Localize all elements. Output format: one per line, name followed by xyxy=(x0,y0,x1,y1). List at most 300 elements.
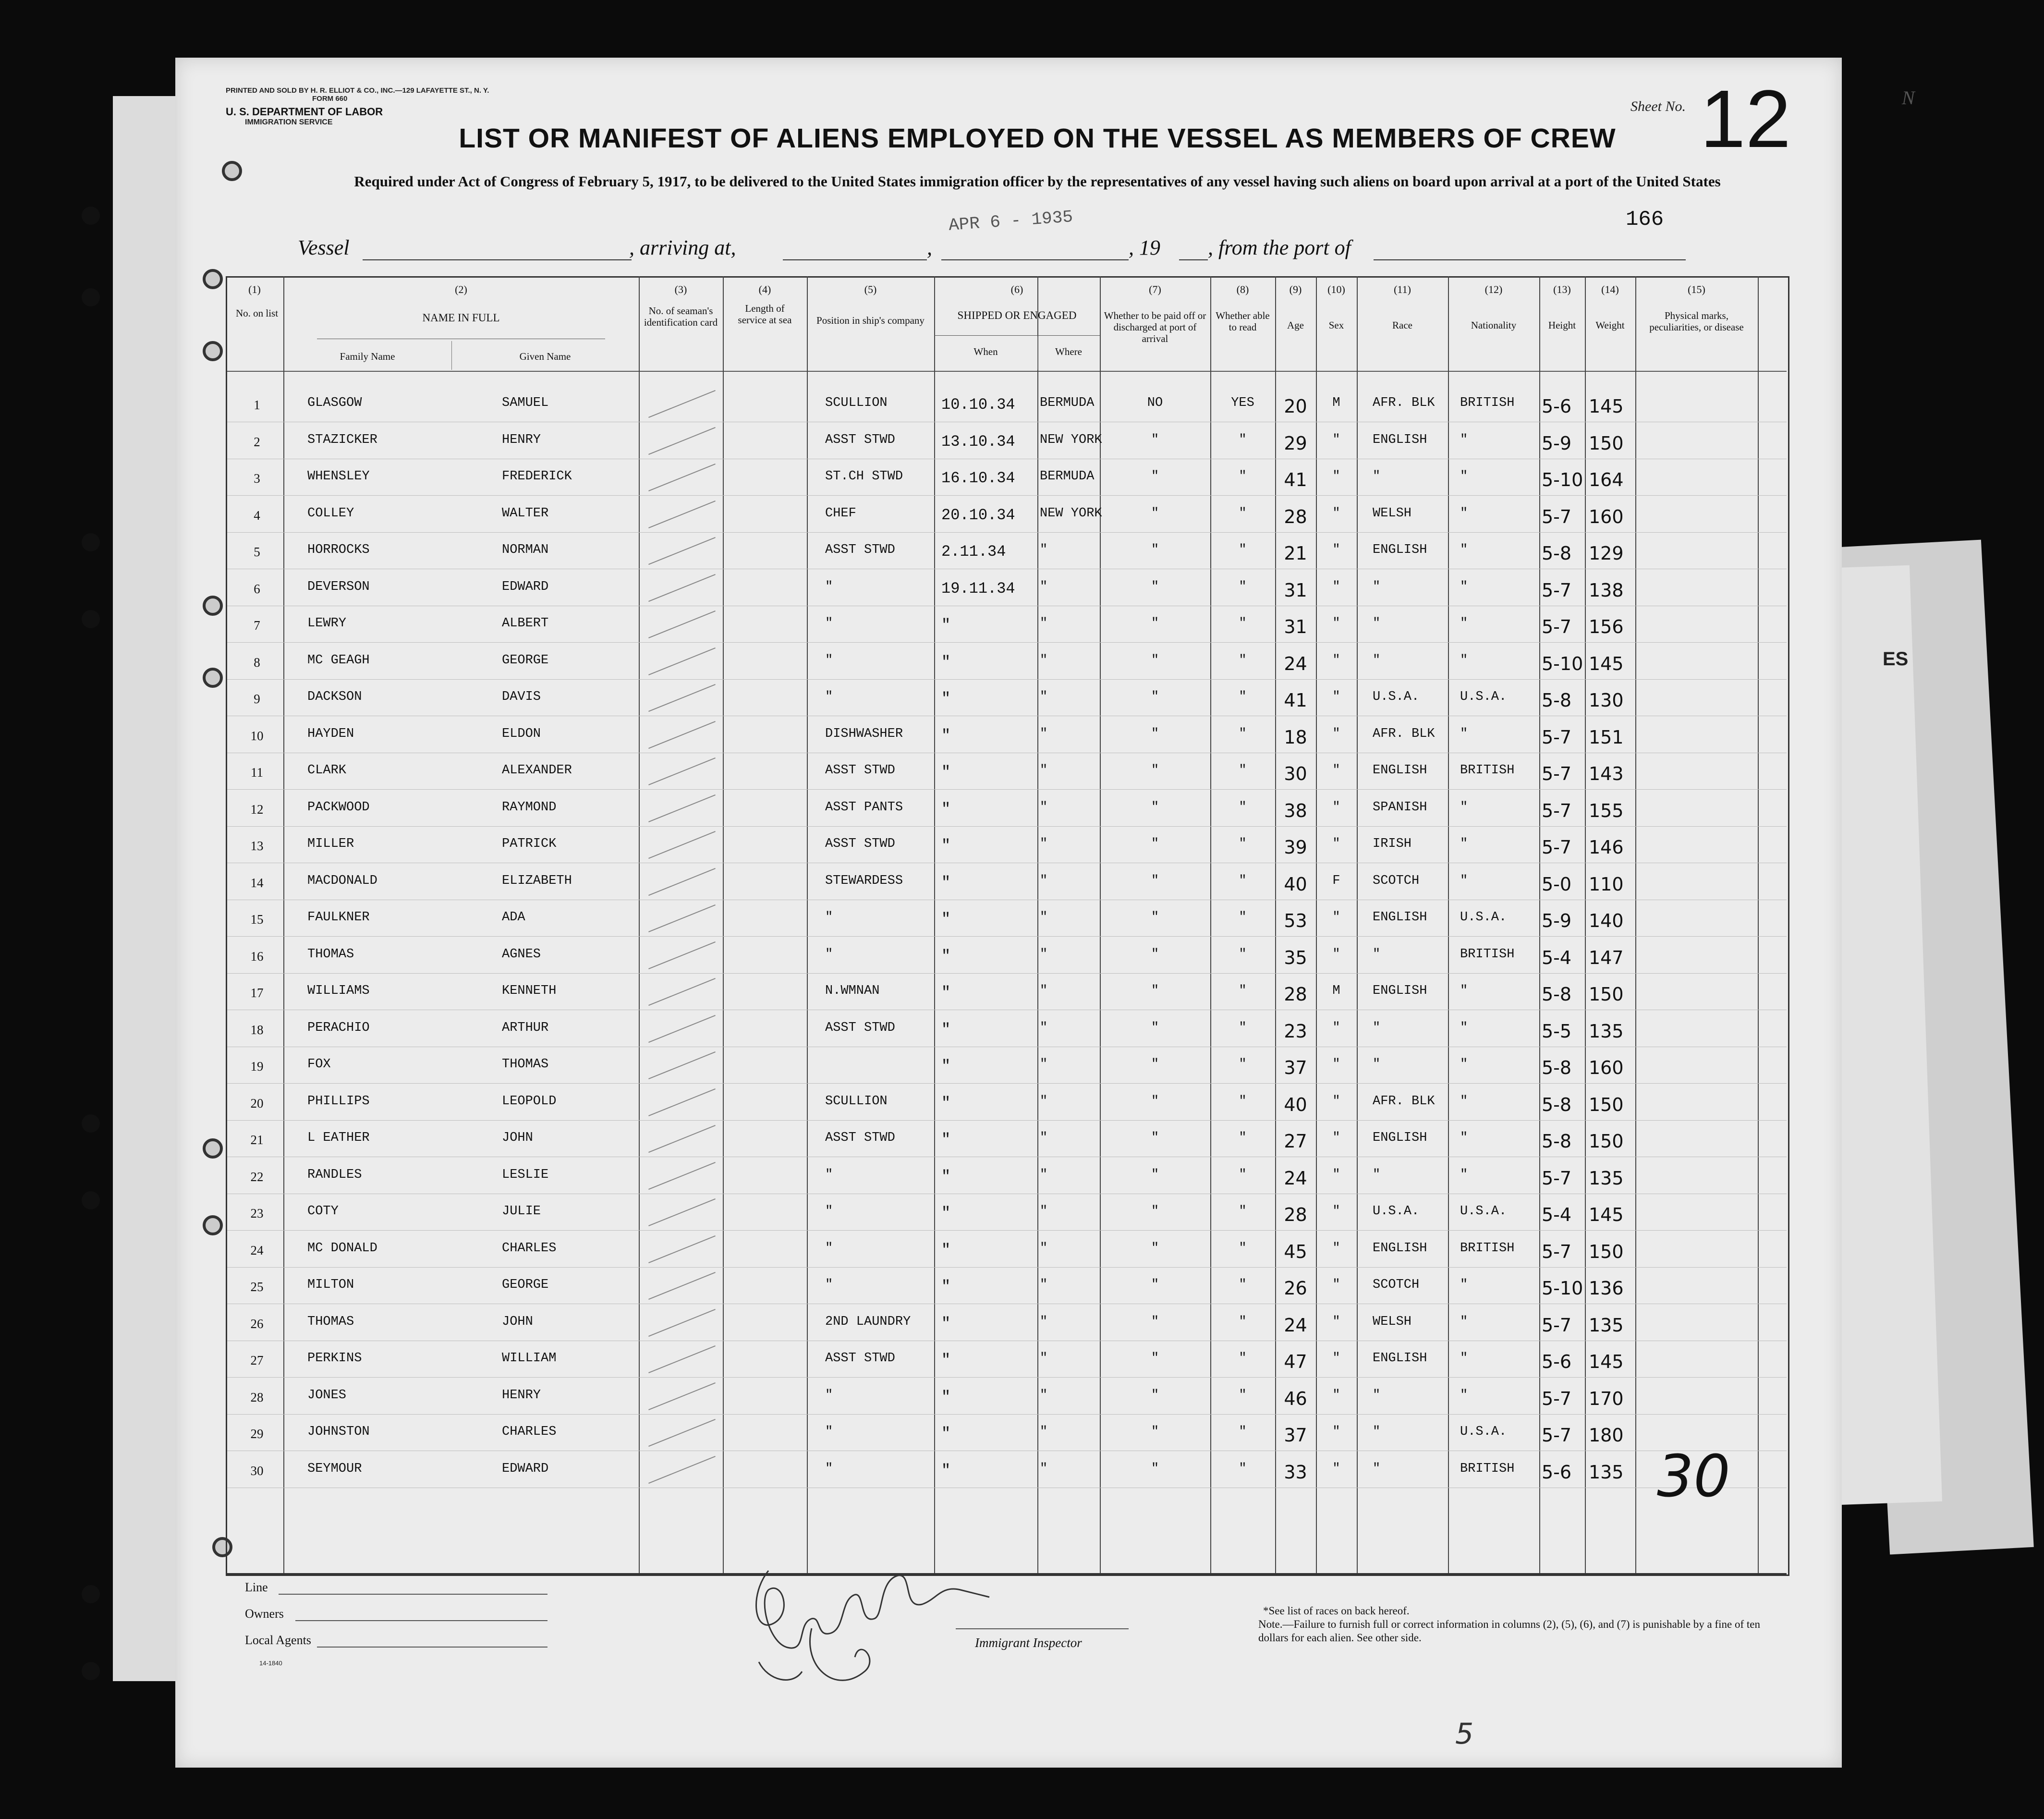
cell-age: 45 xyxy=(1284,1241,1307,1262)
col-divider xyxy=(1585,276,1586,1573)
cell-height: 5-7 xyxy=(1542,763,1572,784)
inspector-label: Immigrant Inspector xyxy=(975,1636,1082,1650)
cell-position: " xyxy=(825,1204,833,1219)
row-divider xyxy=(227,1267,1787,1268)
sheet-number: 12 xyxy=(1700,73,1791,165)
col12-num: (12) xyxy=(1484,283,1503,295)
cell-given-name: RAYMOND xyxy=(502,800,557,815)
cell-able-to-read: " xyxy=(1239,1204,1247,1219)
cell-row-number: 5 xyxy=(254,545,260,559)
cell-position: STEWARDESS xyxy=(825,873,903,888)
cell-family-name: FOX xyxy=(307,1057,331,1072)
cell-row-number: 19 xyxy=(250,1059,264,1074)
cell-weight: 135 xyxy=(1589,1167,1624,1189)
cell-row-number: 3 xyxy=(254,471,260,486)
cell-height: 5-6 xyxy=(1542,1461,1572,1483)
header-divider xyxy=(227,371,1787,372)
page-title: LIST OR MANIFEST OF ALIENS EMPLOYED ON THE VESSEL AS MEMBERS OF CREW xyxy=(459,123,1616,154)
cell-shipped-when: " xyxy=(941,726,951,745)
cell-position: " xyxy=(825,1167,833,1182)
cell-row-number: 12 xyxy=(250,802,264,817)
cell-given-name: LEOPOLD xyxy=(502,1094,557,1109)
col2-given-header: Given Name xyxy=(519,351,571,362)
cell-position: ST.CH STWD xyxy=(825,469,903,484)
inspector-line xyxy=(956,1628,1129,1629)
arriving-line xyxy=(783,259,927,260)
row-divider xyxy=(227,789,1787,790)
inspector-signature xyxy=(740,1551,1009,1696)
cell-age: 38 xyxy=(1284,800,1307,821)
cell-able-to-read: " xyxy=(1239,1314,1247,1329)
cell-shipped-when: " xyxy=(941,1020,951,1038)
cell-position: " xyxy=(825,690,833,704)
cell-nationality: " xyxy=(1460,726,1468,741)
cell-paid-off: " xyxy=(1151,1461,1159,1476)
cell-weight: 150 xyxy=(1589,1241,1624,1262)
cell-family-name: DACKSON xyxy=(307,690,362,704)
col14-header: Weight xyxy=(1595,319,1625,331)
cell-weight: 143 xyxy=(1589,763,1624,784)
cell-able-to-read: " xyxy=(1239,1241,1247,1256)
cell-family-name: WILLIAMS xyxy=(307,984,370,998)
cell-paid-off: " xyxy=(1151,1241,1159,1256)
cell-paid-off: " xyxy=(1151,984,1159,998)
cell-race: ENGLISH xyxy=(1373,910,1427,925)
cell-nationality: " xyxy=(1460,469,1468,484)
col-divider xyxy=(1100,276,1101,1573)
cell-shipped-when: " xyxy=(941,1314,951,1332)
arriving-label: , arriving at, xyxy=(629,236,736,259)
cell-shipped-when: 19.11.34 xyxy=(941,579,1015,598)
cell-nationality: " xyxy=(1460,1020,1468,1035)
cell-shipped-where: " xyxy=(1040,1020,1048,1035)
binding-hole xyxy=(82,207,100,225)
cell-shipped-where: " xyxy=(1040,1057,1048,1072)
cell-sex: " xyxy=(1332,1314,1340,1329)
cell-given-name: AGNES xyxy=(502,947,541,962)
cell-sex: " xyxy=(1332,1057,1340,1072)
col12-header: Nationality xyxy=(1471,319,1517,331)
col6-when-header: When xyxy=(973,346,998,357)
cell-shipped-when: " xyxy=(941,763,951,781)
cell-shipped-where: " xyxy=(1040,1241,1048,1256)
cell-height: 5-7 xyxy=(1542,1241,1572,1262)
col5-num: (5) xyxy=(864,283,877,295)
cell-given-name: ARTHUR xyxy=(502,1020,549,1035)
cell-shipped-where: " xyxy=(1040,800,1048,815)
col-divider xyxy=(1448,276,1449,1573)
cell-nationality: " xyxy=(1460,1167,1468,1182)
cell-sex: F xyxy=(1332,873,1340,888)
cell-row-number: 9 xyxy=(254,692,260,706)
cell-paid-off: " xyxy=(1151,469,1159,484)
punch-ring xyxy=(203,668,223,688)
col2-family-header: Family Name xyxy=(340,351,395,362)
cell-race: ENGLISH xyxy=(1373,1241,1427,1256)
cell-sex: " xyxy=(1332,506,1340,521)
cell-nationality: " xyxy=(1460,506,1468,521)
cell-able-to-read: " xyxy=(1239,653,1247,668)
cell-nationality: " xyxy=(1460,1131,1468,1145)
cell-given-name: DAVIS xyxy=(502,690,541,704)
cell-position: " xyxy=(825,1461,833,1476)
cell-given-name: LESLIE xyxy=(502,1167,549,1182)
vessel-line xyxy=(363,259,632,260)
cell-row-number: 26 xyxy=(250,1316,264,1331)
cell-weight: 170 xyxy=(1589,1388,1624,1409)
cell-position: " xyxy=(825,1278,833,1292)
col-divider xyxy=(1037,276,1038,1573)
cell-age: 40 xyxy=(1284,873,1307,895)
col3-header: No. of seaman's identification card xyxy=(644,305,718,328)
cell-race: " xyxy=(1373,469,1381,484)
cell-shipped-when: " xyxy=(941,1461,951,1479)
cell-sex: " xyxy=(1332,1351,1340,1366)
underlying-sheet-text: ES xyxy=(1883,648,1909,670)
cell-height: 5-10 xyxy=(1542,1278,1583,1299)
cell-height: 5-4 xyxy=(1542,1204,1572,1225)
cell-row-number: 15 xyxy=(250,912,264,927)
cell-family-name: THOMAS xyxy=(307,1314,354,1329)
cell-sex: " xyxy=(1332,1204,1340,1219)
cell-race: ENGLISH xyxy=(1373,763,1427,778)
cell-row-number: 13 xyxy=(250,839,264,853)
cell-able-to-read: " xyxy=(1239,579,1247,594)
cell-family-name: WHENSLEY xyxy=(307,469,370,484)
cell-weight: 150 xyxy=(1589,1094,1624,1115)
cell-family-name: MILLER xyxy=(307,837,354,851)
cell-position: ASST STWD xyxy=(825,1020,895,1035)
cell-race: WELSH xyxy=(1373,506,1412,521)
cell-able-to-read: " xyxy=(1239,616,1247,631)
cell-age: 39 xyxy=(1284,837,1307,858)
col11-header: Race xyxy=(1392,319,1412,331)
cell-position: " xyxy=(825,1388,833,1403)
cell-paid-off: " xyxy=(1151,800,1159,815)
cell-weight: 150 xyxy=(1589,432,1624,454)
cell-shipped-when: 20.10.34 xyxy=(941,506,1015,524)
cell-shipped-where: " xyxy=(1040,910,1048,925)
cell-age: 28 xyxy=(1284,984,1307,1005)
cell-shipped-when: " xyxy=(941,690,951,708)
cell-height: 5-7 xyxy=(1542,1425,1572,1446)
cell-paid-off: " xyxy=(1151,1020,1159,1035)
cell-family-name: MC DONALD xyxy=(307,1241,377,1256)
cell-weight: 146 xyxy=(1589,837,1624,858)
col-divider xyxy=(639,276,640,1573)
cell-weight: 135 xyxy=(1589,1314,1624,1336)
cell-height: 5-7 xyxy=(1542,726,1572,748)
col8-num: (8) xyxy=(1236,283,1249,295)
cell-row-number: 23 xyxy=(250,1206,264,1221)
cell-sex: " xyxy=(1332,1020,1340,1035)
cell-sex: " xyxy=(1332,1167,1340,1182)
cell-weight: 129 xyxy=(1589,543,1624,564)
cell-able-to-read: " xyxy=(1239,1351,1247,1366)
col11-num: (11) xyxy=(1394,283,1411,295)
cell-race: SPANISH xyxy=(1373,800,1427,815)
cell-able-to-read: " xyxy=(1239,1461,1247,1476)
cell-age: 24 xyxy=(1284,1167,1307,1189)
cell-shipped-when: " xyxy=(941,1057,951,1075)
cell-sex: " xyxy=(1332,579,1340,594)
cell-height: 5-7 xyxy=(1542,506,1572,527)
cell-able-to-read: " xyxy=(1239,947,1247,962)
col1-header: No. on list xyxy=(235,307,279,319)
cell-weight: 110 xyxy=(1589,873,1624,895)
punch-ring xyxy=(203,341,223,361)
cell-shipped-when: " xyxy=(941,1167,951,1185)
cell-given-name: ELDON xyxy=(502,726,541,741)
col-divider xyxy=(283,276,284,1573)
cell-height: 5-8 xyxy=(1542,984,1572,1005)
form-code: 14-1840 xyxy=(259,1660,282,1667)
cell-sex: " xyxy=(1332,1425,1340,1439)
cell-able-to-read: " xyxy=(1239,1131,1247,1145)
cell-family-name: STAZICKER xyxy=(307,432,377,447)
cell-shipped-where: " xyxy=(1040,1131,1048,1145)
cell-weight: 155 xyxy=(1589,800,1624,821)
cell-family-name: HORROCKS xyxy=(307,543,370,557)
cell-given-name: EDWARD xyxy=(502,1461,549,1476)
row-divider xyxy=(227,1414,1787,1415)
cell-paid-off: " xyxy=(1151,506,1159,521)
cell-able-to-read: YES xyxy=(1231,396,1254,410)
cell-height: 5-10 xyxy=(1542,469,1583,490)
cell-position: ASST PANTS xyxy=(825,800,903,815)
cell-sex: " xyxy=(1332,653,1340,668)
cell-shipped-when: 13.10.34 xyxy=(941,432,1015,451)
cell-family-name: RANDLES xyxy=(307,1167,362,1182)
col9-header: Age xyxy=(1287,319,1304,331)
cell-paid-off: " xyxy=(1151,1057,1159,1072)
cell-sex: " xyxy=(1332,1388,1340,1403)
cell-able-to-read: " xyxy=(1239,726,1247,741)
cell-weight: 145 xyxy=(1589,1204,1624,1225)
footer-note xyxy=(1258,1604,1763,1645)
cell-age: 26 xyxy=(1284,1278,1307,1299)
cell-row-number: 8 xyxy=(254,655,260,670)
cell-age: 29 xyxy=(1284,432,1307,454)
cell-nationality: BRITISH xyxy=(1460,1241,1515,1256)
cell-weight: 140 xyxy=(1589,910,1624,931)
cell-age: 31 xyxy=(1284,616,1307,637)
cell-age: 20 xyxy=(1284,396,1307,417)
cell-nationality: " xyxy=(1460,432,1468,447)
cell-able-to-read: " xyxy=(1239,432,1247,447)
cell-nationality: " xyxy=(1460,616,1468,631)
cell-race: SCOTCH xyxy=(1373,873,1420,888)
cell-shipped-when: " xyxy=(941,1278,951,1295)
row-divider xyxy=(227,642,1787,643)
cell-given-name: FREDERICK xyxy=(502,469,572,484)
cell-nationality: " xyxy=(1460,837,1468,851)
cell-height: 5-8 xyxy=(1542,1057,1572,1078)
cell-row-number: 2 xyxy=(254,434,260,449)
cell-family-name: THOMAS xyxy=(307,947,354,962)
cell-sex: " xyxy=(1332,947,1340,962)
cell-able-to-read: " xyxy=(1239,873,1247,888)
line-field xyxy=(279,1594,548,1595)
cell-height: 5-7 xyxy=(1542,800,1572,821)
cell-nationality: " xyxy=(1460,543,1468,557)
col3-num: (3) xyxy=(674,283,687,295)
cell-shipped-where: NEW YORK xyxy=(1040,432,1102,447)
row-divider xyxy=(227,1377,1787,1378)
cell-paid-off: " xyxy=(1151,1204,1159,1219)
cell-shipped-when: " xyxy=(941,837,951,855)
cell-age: 24 xyxy=(1284,1314,1307,1336)
cell-shipped-when: " xyxy=(941,947,951,965)
cell-family-name: PHILLIPS xyxy=(307,1094,370,1109)
cell-sex: " xyxy=(1332,763,1340,778)
cell-able-to-read: " xyxy=(1239,1094,1247,1109)
cell-shipped-when: " xyxy=(941,1204,951,1222)
cell-race: U.S.A. xyxy=(1373,690,1420,704)
col2-header: NAME IN FULL xyxy=(422,312,500,324)
cell-sex: M xyxy=(1332,396,1340,410)
agents-label: Local Agents xyxy=(245,1633,311,1647)
cell-paid-off: " xyxy=(1151,432,1159,447)
cell-row-number: 17 xyxy=(250,986,264,1000)
cell-nationality: " xyxy=(1460,1278,1468,1292)
row-divider xyxy=(227,495,1787,496)
cell-position: " xyxy=(825,1241,833,1256)
cell-position: ASST STWD xyxy=(825,1351,895,1366)
cell-sex: " xyxy=(1332,690,1340,704)
cell-nationality: " xyxy=(1460,1094,1468,1109)
cell-row-number: 14 xyxy=(250,875,264,890)
cell-age: 41 xyxy=(1284,690,1307,711)
from-port-line xyxy=(1374,259,1686,260)
cell-row-number: 25 xyxy=(250,1280,264,1294)
cell-shipped-where: " xyxy=(1040,984,1048,998)
cell-given-name: ADA xyxy=(502,910,525,925)
cell-shipped-when: 10.10.34 xyxy=(941,396,1015,414)
page-subtitle: Required under Act of Congress of February 5, 1917, to be delivered to the United States immigration officer by the representatives of any vessel having such aliens on board upon arrival at a port of the United States xyxy=(354,173,1721,190)
cell-given-name: HENRY xyxy=(502,1388,541,1403)
col10-header: Sex xyxy=(1328,319,1344,331)
cell-given-name: GEORGE xyxy=(502,1278,549,1292)
manifest-number: 166 xyxy=(1626,208,1664,232)
cell-weight: 164 xyxy=(1589,469,1624,490)
cell-weight: 135 xyxy=(1589,1461,1624,1483)
cell-age: 28 xyxy=(1284,506,1307,527)
cell-family-name: JOHNSTON xyxy=(307,1425,370,1439)
cell-weight: 145 xyxy=(1589,653,1624,674)
cell-row-number: 4 xyxy=(254,508,260,523)
cell-height: 5-7 xyxy=(1542,1314,1572,1336)
cell-paid-off: " xyxy=(1151,1278,1159,1292)
cell-given-name: ELIZABETH xyxy=(502,873,572,888)
cell-position: ASST STWD xyxy=(825,837,895,851)
col4-header: Length of service at sea xyxy=(738,303,792,326)
cell-race: ENGLISH xyxy=(1373,1351,1427,1366)
cell-shipped-where: " xyxy=(1040,1167,1048,1182)
cell-shipped-when: " xyxy=(941,1094,951,1112)
cell-given-name: KENNETH xyxy=(502,984,557,998)
cell-race: " xyxy=(1373,616,1381,631)
cell-race: ENGLISH xyxy=(1373,1131,1427,1145)
cell-age: 47 xyxy=(1284,1351,1307,1372)
cell-able-to-read: " xyxy=(1239,506,1247,521)
cell-row-number: 16 xyxy=(250,949,264,964)
cell-shipped-where: " xyxy=(1040,653,1048,668)
cell-age: 31 xyxy=(1284,579,1307,601)
cell-nationality: " xyxy=(1460,579,1468,594)
year-line xyxy=(1179,259,1208,260)
cell-given-name: WILLIAM xyxy=(502,1351,557,1366)
cell-row-number: 18 xyxy=(250,1022,264,1037)
cell-able-to-read: " xyxy=(1239,910,1247,925)
cell-shipped-when: " xyxy=(941,873,951,891)
cell-shipped-where: " xyxy=(1040,1094,1048,1109)
cell-height: 5-10 xyxy=(1542,653,1583,674)
cell-race: " xyxy=(1373,1461,1381,1476)
cell-given-name: JULIE xyxy=(502,1204,541,1219)
cell-paid-off: " xyxy=(1151,837,1159,851)
binding-hole xyxy=(82,1114,100,1133)
cell-shipped-when: 2.11.34 xyxy=(941,543,1006,561)
cell-shipped-when: " xyxy=(941,1131,951,1148)
cell-age: 24 xyxy=(1284,653,1307,674)
row-divider xyxy=(227,679,1787,680)
cell-position: " xyxy=(825,947,833,962)
cell-family-name: JONES xyxy=(307,1388,347,1403)
sheet-label: Sheet No. xyxy=(1630,98,1686,114)
cell-family-name: COLLEY xyxy=(307,506,354,521)
cell-position: ASST STWD xyxy=(825,763,895,778)
col7-num: (7) xyxy=(1149,283,1161,295)
cell-position: " xyxy=(825,1425,833,1439)
binding-hole xyxy=(82,1662,100,1680)
row-divider xyxy=(227,532,1787,533)
cell-row-number: 24 xyxy=(250,1243,264,1257)
cell-given-name: EDWARD xyxy=(502,579,549,594)
cell-weight: 150 xyxy=(1589,984,1624,1005)
cell-shipped-where: " xyxy=(1040,947,1048,962)
from-port-label: , from the port of xyxy=(1208,236,1351,259)
col-divider xyxy=(723,276,724,1573)
cell-height: 5-4 xyxy=(1542,947,1572,968)
punch-ring xyxy=(222,161,242,181)
col1-num: (1) xyxy=(248,283,261,295)
cell-shipped-when: " xyxy=(941,1388,951,1406)
cell-paid-off: " xyxy=(1151,1131,1159,1145)
cell-row-number: 20 xyxy=(250,1096,264,1111)
cell-family-name: MILTON xyxy=(307,1278,354,1292)
cell-nationality: BRITISH xyxy=(1460,763,1515,778)
cell-given-name: SAMUEL xyxy=(502,396,549,410)
cell-age: 46 xyxy=(1284,1388,1307,1409)
cell-sex: " xyxy=(1332,543,1340,557)
cell-height: 5-8 xyxy=(1542,1094,1572,1115)
handwritten-total: 30 xyxy=(1657,1443,1730,1510)
col15-header: Physical marks, peculiarities, or disease xyxy=(1649,310,1744,333)
cell-paid-off: " xyxy=(1151,1094,1159,1109)
cell-age: 27 xyxy=(1284,1131,1307,1152)
cell-given-name: ALBERT xyxy=(502,616,549,631)
cell-shipped-where: " xyxy=(1040,690,1048,704)
row-divider xyxy=(227,936,1787,937)
cell-row-number: 27 xyxy=(250,1353,264,1367)
cell-weight: 136 xyxy=(1589,1278,1624,1299)
cell-height: 5-6 xyxy=(1542,1351,1572,1372)
cell-able-to-read: " xyxy=(1239,1388,1247,1403)
cell-nationality: U.S.A. xyxy=(1460,1204,1507,1219)
cell-able-to-read: " xyxy=(1239,1278,1247,1292)
cell-age: 37 xyxy=(1284,1425,1307,1446)
